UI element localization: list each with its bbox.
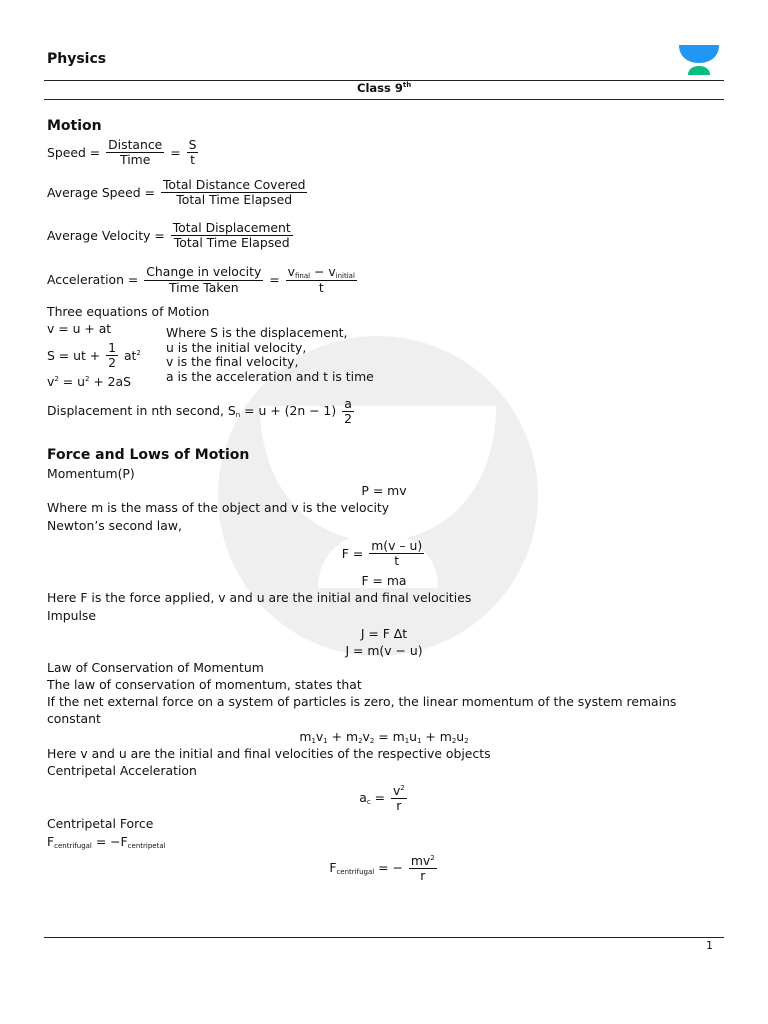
unacademy-logo-icon [678, 43, 720, 77]
newton-second-law: Newton’s second law, [47, 518, 182, 533]
acceleration-formula: Acceleration = $\frac{\text{Change in velocity}}{\text{Time Taken}}$ = $\frac{v_{final} - v_{initial}}{t}$ [47, 264, 355, 296]
momentum-conservation-equation: $m_1v_1 + m_2v_2 = m_1u_1 + m_2u_2$ [299, 729, 469, 745]
equation-2: S = ut + $\frac{1}{2}$ $at^2$ [47, 340, 141, 371]
here-f-text: Here F is the force applied, v and u are the initial and final velocities [47, 590, 472, 605]
subject-title: Physics [47, 51, 107, 67]
impulse-equation-2: J = m(v − u) [345, 643, 423, 658]
footer-rule [44, 937, 724, 938]
conservation-text-1: The law of conservation of momentum, states that [47, 677, 362, 692]
class-label: Class 9th [357, 81, 412, 95]
speed-formula: Speed = $\frac{\text{Distance}}{\text{Time}}$ = $\frac{S}{t}$ [47, 137, 197, 168]
momentum-label: Momentum(P) [47, 466, 135, 481]
displacement-nth-formula: Displacement in nth second, $S_n = u + (2n - 1)$ $\frac{a}{2}$ [47, 396, 352, 427]
centripetal-acceleration-equation: $a_c$ = $\frac{v^2}{r}$ [359, 783, 405, 814]
impulse-label: Impulse [47, 608, 96, 623]
average-speed-formula: Average Speed = $\frac{\text{Total Distance Covered}}{\text{Total Time Elapsed}}$ [47, 177, 306, 208]
header-rule-bottom [44, 99, 724, 100]
conservation-text-2: If the net external force on a system of particles is zero, the linear momentum of the system remains [47, 694, 677, 709]
force-fraction-equation: F = $\frac{m(v - u)}{t}$ [341, 538, 423, 569]
force-ma-equation: F = ma [361, 573, 407, 588]
section-title-force: Force and Lows of Motion [47, 447, 250, 463]
centrifugal-relation: $F_{centrifugal} = -F_{centripetal}$ [47, 834, 166, 850]
page-number: 1 [706, 939, 713, 952]
centripetal-force-label: Centripetal Force [47, 816, 154, 831]
section-title-motion: Motion [47, 118, 102, 134]
centripetal-acceleration-label: Centripetal Acceleration [47, 763, 197, 778]
where-m-text: Where m is the mass of the object and v is the velocity [47, 500, 390, 515]
three-equations-title: Three equations of Motion [47, 304, 210, 319]
equation-3: $v^2 = u^2 + 2aS$ [47, 374, 132, 389]
conservation-title: Law of Conservation of Momentum [47, 660, 264, 675]
conservation-text-3: constant [47, 711, 101, 726]
where-block: Where S is the displacement, u is the initial velocity, v is the final velocity, a is the acceleration and t is time [166, 325, 374, 384]
centrifugal-force-equation: $F_{centrifugal}$ = − $\frac{mv^2}{r}$ [329, 853, 435, 884]
average-velocity-formula: Average Velocity = $\frac{\text{Total Displacement}}{\text{Total Time Elapsed}}$ [47, 220, 291, 251]
momentum-equation: P = mv [361, 483, 407, 498]
impulse-equation-1: J = F Δt [360, 626, 408, 641]
here-v-text: Here v and u are the initial and final velocities of the respective objects [47, 746, 491, 761]
equation-1: v = u + at [47, 321, 112, 336]
